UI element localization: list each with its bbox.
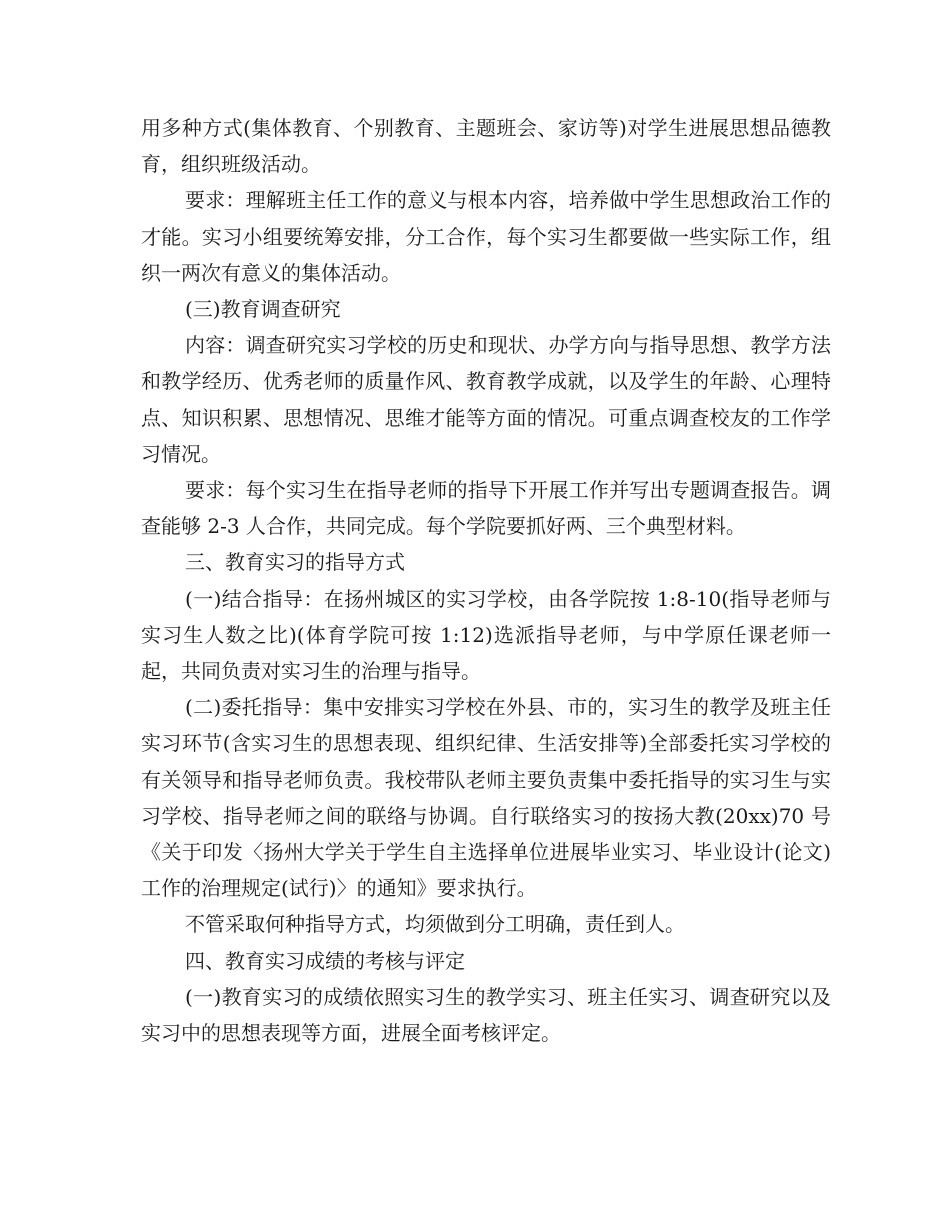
document-body — [141, 110, 831, 1051]
section-heading: 四、教育实习成绩的考核与评定 — [185, 948, 465, 973]
paragraph: 用多种方式(集体教育、个别教育、主题班会、家访等)对学生进展思想品德教育，组织班级活动。 — [141, 116, 831, 177]
section-heading: 三、教育实习的指导方式 — [185, 550, 405, 575]
paragraph: 内容：调查研究实习学校的历史和现状、办学方向与指导思想、教学方法和教学经历、优秀老师的质量作风、教育教学成就，以及学生的年龄、心理特点、知识积累、思想情况、思维才能等方面的情况。可重点调查校友的工作学习情况。 — [141, 333, 831, 466]
paragraph: (一)结合指导：在扬州城区的实习学校，由各学院按 1:8-10(指导老师与实习生人数之比)(体育学院可按 1:12)选派指导老师，与中学原任课老师一起，共同负责对实习生的治理与指导。 — [141, 586, 831, 684]
paragraph: 要求：每个实习生在指导老师的指导下开展工作并写出专题调查报告。调查能够 2-3 人合作，共同完成。每个学院要抓好两、三个典型材料。 — [141, 478, 831, 539]
paragraph: 要求：理解班主任工作的意义与根本内容，培养做中学生思想政治工作的才能。实习小组要统筹安排，分工合作，每个实习生都要做一些实际工作，组织一两次有意义的集体活动。 — [141, 188, 831, 285]
section-heading: (三)教育调查研究 — [185, 297, 341, 322]
paragraph: (一)教育实习的成绩依照实习生的教学实习、班主任实习、调查研究以及实习中的思想表现等方面，进展全面考核评定。 — [141, 984, 831, 1046]
paragraph: 不管采取何种指导方式，均须做到分工明确，责任到人。 — [185, 912, 685, 937]
paragraph: (二)委托指导：集中安排实习学校在外县、市的，实习生的教学及班主任实习环节(含实习生的思想表现、组织纪律、生活安排等)全部委托实习学校的有关领导和指导老师负责。我校带队老师主要负责集中委托指导的实习生与实习学校、指导老师之间的联络与协调。自行联络实习的按扬大教(20xx)70 号《关于印发〈扬州大学关于学生自主选择单位进展毕业实习、毕业设计(论文)工作的治理规定(试行)〉的通知》要求执行。 — [141, 695, 831, 901]
